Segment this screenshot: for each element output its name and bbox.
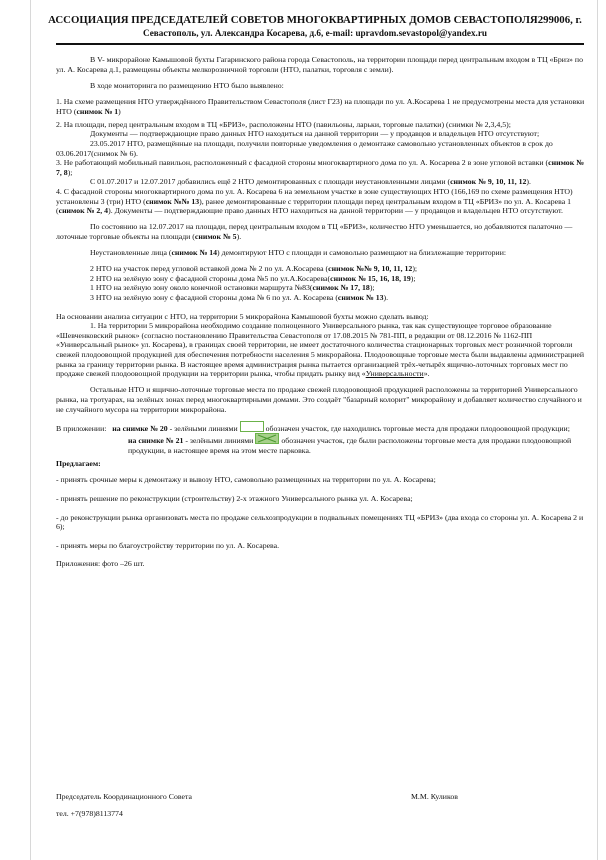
proposal-item: - принять срочные меры к демонтажу и вывозу НТО, самовольно размещенных на территории по ул. А. Косарева; (56, 475, 436, 485)
document-body (56, 55, 590, 569)
proposals-title: Предлагаем: (56, 459, 101, 469)
contact-phone: тел. +7(978)8113774 (56, 809, 123, 818)
conclusion-2: Остальные НТО и ящично-лоточные торговые места по продаже свежей плодоовощной продукцией расположены за территорией Универсального рынка, на тротуарах, на зелёных зонах перед многоквартирными домами. Это создаёт "базарный колорит" микрорайону и добавляет количество случайного и не случайного мусора на территории микрорайона. (56, 385, 582, 414)
intro-paragraph: В V- микрорайоне Камышовой бухты Гагаринского района города Севастополь, на территории площади перед центральным входом в ТЦ «Бриз» по ул. А. Косарева д.1, размещены объекты мелкорозничной торговли (НТО, палатки, торговля с земли). (56, 55, 583, 74)
attachment-21: на снимке № 21 - зелёными линиями обозначен участок, где были расположены торговые места для продажи плодоовощной продукции, в настоящее время на этом месте парковка. (56, 433, 590, 455)
green-cross-legend-swatch (255, 433, 279, 444)
proposal-item: - принять решение по реконструкции (строительству) 2-х этажного Универсального рынка ул. А. Косарева; (56, 493, 413, 503)
letterhead-address: Севастополь, ул. Александра Косарева, д.6, e-mail: upravdom.sevastopol@yandex.ru (142, 28, 488, 38)
status-paragraph: По состоянию на 12.07.2017 на площади, перед центральным входом в ТЦ «БРИЗ», количество НТО уменьшается, но добавляются палаточно — лоточные торговые объекты на площади (снимок № 5). (56, 222, 573, 241)
proposal-item: - до реконструкции рынка организовать места по продаже сельхозпродукции в подвальных помещениях ТЦ «БРИЗ» (два входа со стороны ул. А. Косарева 2 и 6); (56, 512, 584, 532)
letterhead (40, 14, 590, 39)
conclusion-intro: На основании анализа ситуации с НТО, на территории 5 микрорайона Камышовой бухты можно сделать вывод: (56, 311, 429, 321)
green-line-legend-swatch (240, 421, 264, 432)
finding-1: 1. На схеме размещения НТО утверждённого Правительством Севастополя (лист Г23) на площади по ул. А.Косарева 1 не предусмотрены места для установки НТО (снимок № 1) (56, 96, 585, 116)
finding-2-notice: 23.05.2017 НТО, размещённые на площади, получили повторные уведомления о демонтаже самовольно установленных объектов в срок до 03.06.2017(снимок № 6). (56, 138, 553, 158)
proposal-item: - принять меры по благоустройству территории по ул. А. Косарева. (56, 540, 280, 550)
list-item: 1 НТО на зелёную зону около конечной остановки маршрута №83(снимок № 17, 18); (90, 283, 375, 293)
signature-block (56, 792, 590, 818)
unknown-persons-paragraph: Неустановленные лица (снимок № 14) демонтируют НТО с площади и самовольно размещают на близлежащие территории: (90, 248, 507, 258)
finding-3-added: С 01.07.2017 и 12.07.2017 добавились ещё 2 НТО демонтированных с площади неустановленными лицами (снимок № 9, 10, 11, 12). (90, 177, 531, 187)
page-edge-left (30, 0, 31, 860)
finding-3: 3. Не работающий мобильный павильон, расположенный с фасадной стороны многоквартирного дома по ул. А. Косарева 2 в зоне угловой вставки (снимок № 7, 8); (56, 158, 584, 177)
conclusion-1: 1. На территории 5 микрорайона необходимо создание полноценного Универсального рынка, так как существующее торговое образование «Шевченковский рынок» (согласно постановлению Правительства Севастополя от 17.08.2015 № 781-ПП, в редакции от 08.12.2016 № 1162-ПП «Универсальный рынок» ул. Косарева), в границах своей территории, не имеет достаточного количества стационарных торговых мест розничной торговли свежей плодоовощной продукцией для обеспечения потребности населения 5 микрорайона. Плодоовощные торговые места были выдавлены администрацией рынка за границу территории рынка. В настоящее время администрация рынка пытается организацией трёх-четырёх ящично-лоточных торговых мест по продаже свежей плодоовощной продукции на территории рынка, чтобы придать рынку вид «Универсальности». (56, 321, 585, 379)
relocation-list (56, 264, 590, 302)
letterhead-org: АССОЦИАЦИЯ ПРЕДСЕДАТЕЛЕЙ СОВЕТОВ МНОГОКВАРТИРНЫХ ДОМОВ СЕВАСТОПОЛЯ299006, г. (48, 14, 582, 26)
attachment-20: В приложении: на снимке № 20 - зелёными линиями обозначен участок, где находились торговые места для продажи плодоовощной продукции; (56, 421, 590, 434)
letterhead-rule (56, 43, 584, 45)
finding-2-documents: Документы — подтверждающие право данных НТО находиться на данной территории — у продавцов и владельцев НТО отсутствуют; (90, 129, 540, 139)
signatory-name: М.М. Куликов (411, 792, 458, 801)
monitoring-heading: В ходе мониторинга по размещению НТО было выявлено: (90, 80, 284, 90)
signatory-role: Председатель Координационного Совета (56, 792, 192, 801)
list-item: 2 НТО на участок перед угловой вставкой дома № 2 по ул. А.Косарева (снимок №№ 9, 10, 11, 12); (90, 264, 418, 274)
list-item: 3 НТО на зелёную зону с фасадной стороны дома № 6 по ул. А. Косарева (снимок № 13). (90, 293, 389, 303)
list-item: 2 НТО на зелёную зону с фасадной стороны дома №5 по ул.А.Косарева(снимок № 15, 16, 18, 19); (90, 273, 416, 283)
finding-2: 2. На площади, перед центральным входом в ТЦ «БРИЗ», расположены НТО (павильоны, ларьки, торговые палатки) (снимки № 2,3,4,5); (56, 119, 511, 129)
finding-4: 4. С фасадной стороны многоквартирного дома по ул. А. Косарева 6 на земельном участке в зоне существующих НТО (166,169 по схеме размещения НТО) установлены 3 (три) НТО (снимок №№ 13), ранее демонтированные с территории площади перед центральным входом в ТЦ «БРИЗ» по ул. А. Косарева 1 (снимок № 2, 4). Документы — подтверждающие право данных НТО находиться на данной территории — у продавцов и владельцев НТО отсутствуют. (56, 186, 573, 216)
attachments-count: Приложения: фото –26 шт. (56, 559, 145, 569)
page-edge-right (597, 0, 598, 860)
